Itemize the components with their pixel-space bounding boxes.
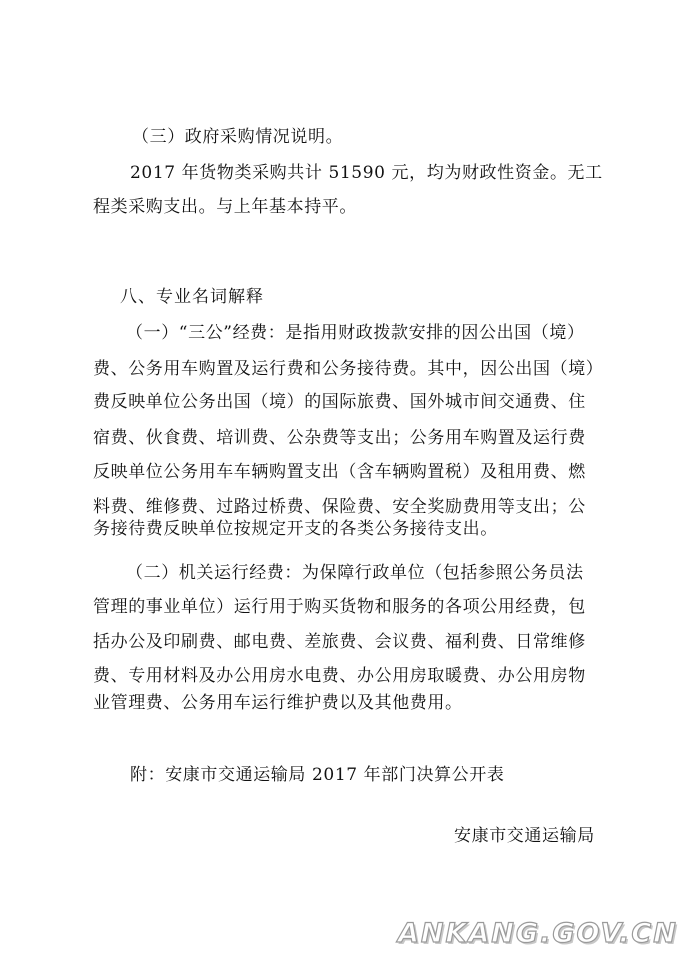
term2-line-1: （二）机关运行经费：为保障行政单位（包括参照公务员法 [126,563,584,583]
attachment-note: 附：安康市交通运输局 2017 年部门决算公开表 [130,765,505,785]
section8-heading: 八、专业名词解释 [120,287,264,307]
term1-line-3: 费反映单位公务出国（境）的国际旅费、国外城市间交通费、住 [93,392,586,412]
term2-line-2: 管理的事业单位）运行用于购买货物和服务的各项公用经费，包 [93,597,586,617]
term1-line-5: 反映单位公务用车车辆购置支出（含车辆购置税）及租用费、燃 [93,462,586,482]
term1-line-7: 务接待费反映单位按规定开支的各类公务接待支出。 [93,519,498,539]
section3-line-1: 2017 年货物类采购共计 51590 元，均为财政性资金。无工 [130,163,603,183]
site-watermark: ANKANG.GOV.CN [398,918,678,949]
term1-line-4: 宿费、伙食费、培训费、公杂费等支出；公务用车购置及运行费 [93,428,586,448]
term1-line-2: 费、公务用车购置及运行费和公务接待费。其中，因公出国（境） [93,359,604,379]
section3-line-2: 程类采购支出。与上年基本持平。 [93,197,357,217]
term2-line-4: 费、专用材料及办公用房水电费、办公用房取暖费、办公用房物 [93,666,586,686]
section3-title: （三）政府采购情况说明。 [132,127,344,147]
term1-line-6: 料费、维修费、过路过桥费、保险费、安全奖励费用等支出；公 [93,497,586,517]
signature: 安康市交通运输局 [454,826,595,846]
term2-line-5: 业管理费、公务用车运行维护费以及其他费用。 [93,693,463,713]
term1-line-1: （一）“三公”经费：是指用财政拨款安排的因公出国（境） [126,323,585,343]
term2-line-3: 括办公及印刷费、邮电费、差旅费、会议费、福利费、日常维修 [93,632,586,652]
